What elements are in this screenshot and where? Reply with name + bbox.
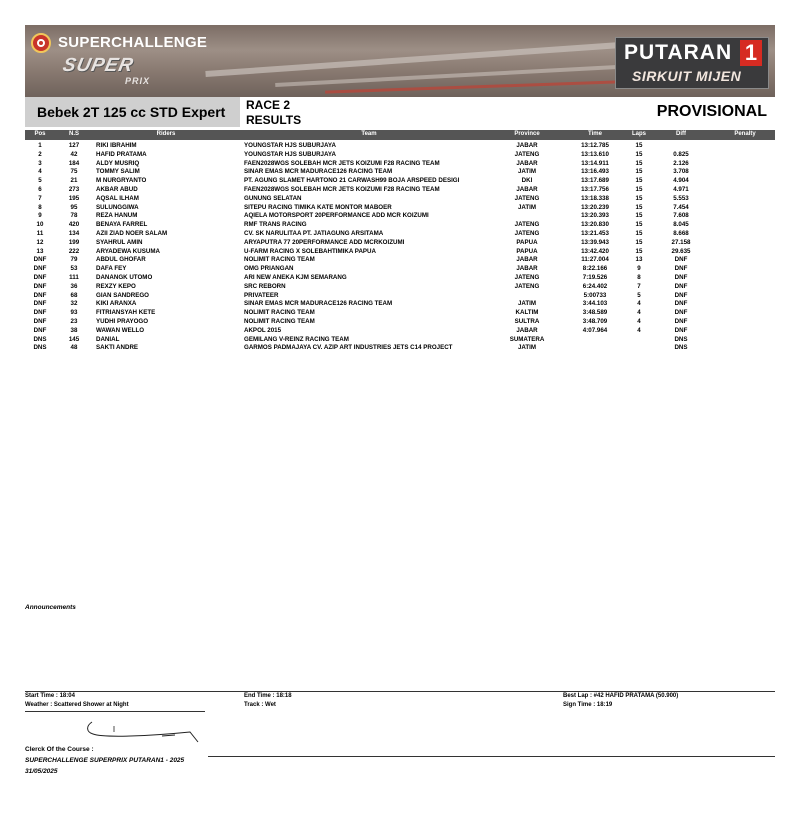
cell-time: 13:16.493 [581, 168, 609, 176]
cell-diff: 3.708 [673, 168, 689, 176]
brand-name: SUPERCHALLENGE [58, 34, 208, 51]
cell-diff: 0.825 [673, 150, 689, 158]
table-row [25, 195, 775, 204]
cell-diff: DNF [674, 291, 688, 299]
cell-number: 195 [68, 194, 80, 202]
column-header-riders: Riders [156, 131, 176, 137]
cell-rider: FITRIANSYAH KETE [96, 309, 156, 317]
cell-laps: 7 [637, 282, 641, 290]
cell-laps: 4 [637, 300, 641, 308]
track-condition: Track : Wet [244, 702, 276, 708]
class-box [25, 97, 240, 127]
table-row [25, 248, 775, 257]
cell-number: 134 [68, 229, 80, 237]
cell-time: 13:13.610 [581, 150, 609, 158]
cell-time: 3:48.589 [582, 309, 608, 317]
cell-diff: 7.454 [673, 203, 689, 211]
cell-time: 11:27.004 [581, 256, 609, 264]
sign-time: Sign Time : 18:19 [563, 702, 613, 708]
cell-diff: DNS [674, 344, 688, 352]
cell-pos: 3 [38, 159, 42, 167]
cell-rider: ALDY MUSRIQ [96, 159, 140, 167]
cell-pos: DNS [33, 344, 47, 352]
cell-province: DKI [521, 177, 533, 185]
table-row [25, 256, 775, 265]
cell-pos: 11 [36, 229, 44, 237]
cell-laps: 15 [635, 247, 643, 255]
table-row [25, 186, 775, 195]
cell-rider: AZII ZIAD NOER SALAM [96, 229, 168, 237]
cell-diff: DNF [674, 300, 688, 308]
cell-time: 13:21.453 [581, 229, 609, 237]
table-row [25, 221, 775, 230]
start-time: Start Time : 18:04 [25, 693, 75, 699]
table-row [25, 230, 775, 239]
cell-laps: 15 [635, 150, 643, 158]
cell-diff: 27.158 [671, 238, 691, 246]
cell-province: JABAR [516, 326, 538, 334]
cell-number: 420 [68, 221, 80, 229]
table-row [25, 239, 775, 248]
cell-laps: 15 [635, 142, 643, 149]
cell-pos: 13 [36, 247, 44, 255]
cell-pos: DNF [33, 326, 47, 334]
cell-number: 68 [70, 291, 78, 299]
cell-province: JABAR [516, 142, 538, 149]
cell-pos: DNF [33, 282, 47, 290]
cell-number: 93 [70, 309, 78, 317]
cell-rider: SAKTI ANDRE [96, 344, 139, 352]
column-header-laps: Laps [631, 131, 646, 137]
cell-laps: 9 [637, 265, 641, 273]
cell-diff: DNS [674, 335, 688, 343]
cell-diff: 8.045 [673, 221, 689, 229]
cell-team: AKPOL 2015 [244, 326, 282, 334]
cell-rider: REXZY KEPO [96, 282, 136, 290]
table-row [25, 212, 775, 221]
cell-province: JATENG [514, 229, 540, 237]
cell-time: 13:20.393 [581, 212, 609, 220]
cell-laps: 15 [635, 185, 643, 193]
weather: Weather : Scattered Shower at Night [25, 702, 129, 708]
table-row [25, 327, 775, 336]
round-label: PUTARAN [624, 41, 733, 64]
cell-rider: SULUNGGIWA [96, 203, 139, 211]
cell-rider: AKBAR ABUD [96, 185, 138, 193]
cell-laps: 15 [635, 168, 643, 176]
header-banner [25, 25, 775, 97]
race-label: RACE 2 [246, 98, 291, 112]
cell-rider: BENAYA FARREL [96, 221, 148, 229]
cell-team: SINAR EMAS MCR MADURACE126 RACING TEAM [244, 168, 393, 176]
cell-laps: 15 [635, 203, 643, 211]
cell-province: KALTIM [515, 309, 539, 317]
table-row [25, 283, 775, 292]
cell-team: NOLIMIT RACING TEAM [244, 317, 315, 325]
table-row [25, 177, 775, 186]
table-row [25, 142, 775, 151]
cell-pos: 5 [38, 177, 42, 185]
cell-time: 6:24.402 [582, 282, 608, 290]
table-row [25, 265, 775, 274]
cell-province: JATIM [517, 203, 537, 211]
cell-team: YOUNGSTAR HJS SUBURJAYA [244, 150, 336, 158]
cell-laps: 13 [635, 256, 643, 264]
cell-laps: 8 [637, 273, 641, 281]
table-row [25, 344, 775, 353]
cell-pos: DNF [33, 265, 47, 273]
cell-time: 7:19.526 [582, 273, 608, 281]
cell-rider: DANANGK UTOMO [96, 273, 153, 281]
cell-time: 3:48.709 [582, 317, 608, 325]
cell-time: 13:39.943 [581, 238, 609, 246]
cell-pos: 12 [36, 238, 44, 246]
cell-province: SUMATERA [509, 335, 545, 343]
cell-rider: ABDUL GHOFAR [96, 256, 146, 264]
cell-team: GUNUNG SELATAN [244, 194, 302, 202]
cell-team: CV. SK NARULITAA PT. JATIAGUNG ARSITAMA [244, 229, 384, 237]
cell-diff: 5.553 [673, 194, 689, 202]
cell-diff: DNF [674, 273, 688, 281]
table-row [25, 160, 775, 169]
cell-number: 23 [70, 317, 78, 325]
cell-laps: 15 [635, 221, 643, 229]
column-header-diff: Diff [676, 131, 686, 137]
cell-laps: 5 [637, 291, 641, 299]
cell-rider: RIKI IBRAHIM [96, 142, 137, 149]
footer-divider [25, 691, 775, 692]
cell-rider: SYAHRUL AMIN [96, 238, 143, 246]
cell-rider: AQSAL ILHAM [96, 194, 139, 202]
cell-province: JATIM [517, 344, 537, 352]
cell-rider: YUDHI PRAYOGO [96, 317, 149, 325]
table-row [25, 336, 775, 345]
cell-team: GEMILANG V-REINZ RACING TEAM [244, 335, 349, 343]
title-bar [25, 97, 775, 127]
cell-rider: KIKI ARANXA [96, 300, 137, 308]
cell-diff: 7.608 [673, 212, 689, 220]
cell-diff: 29.635 [671, 247, 691, 255]
cell-number: 32 [70, 300, 78, 308]
brand-logo-icon [31, 33, 51, 53]
cell-team: ARYAPUTRA 77 20PERFORMANCE ADD MCRKOIZUMI [244, 238, 405, 246]
cell-laps: 15 [635, 177, 643, 185]
cell-diff: DNF [674, 326, 688, 334]
cell-rider: GIAN SANDREGO [96, 291, 149, 299]
cell-pos: 1 [38, 142, 42, 149]
cell-pos: 7 [38, 194, 42, 202]
cell-diff: DNF [674, 309, 688, 317]
event-date: 31/05/2025 [25, 768, 58, 775]
cell-team: OMG PRIANGAN [244, 265, 294, 273]
cell-number: 127 [68, 142, 80, 149]
cell-pos: 9 [38, 212, 42, 220]
class-name: Bebek 2T 125 cc STD Expert [37, 104, 226, 120]
cell-team: RMF TRANS RACING [244, 221, 307, 229]
circuit-name: SIRKUIT MIJEN [632, 68, 742, 84]
clerk-divider [208, 756, 775, 757]
cell-pos: 8 [38, 203, 42, 211]
cell-number: 42 [70, 150, 78, 158]
cell-team: FAEN2028WGS SOLEBAH MCR JETS KOIZUMI F28 RACING TEAM [244, 159, 440, 167]
cell-province: JATENG [514, 150, 540, 158]
cell-province: JATENG [514, 221, 540, 229]
cell-laps: 15 [635, 159, 643, 167]
provisional-status: PROVISIONAL [656, 103, 767, 120]
table-row [25, 292, 775, 301]
column-header-penalty: Penalty [734, 131, 756, 137]
cell-province: JATIM [517, 168, 537, 176]
table-row [25, 300, 775, 309]
cell-team: SINAR EMAS MCR MADURACE126 RACING TEAM [244, 300, 393, 308]
cell-laps: 4 [637, 326, 641, 334]
cell-pos: DNF [33, 273, 47, 281]
cell-laps: 15 [635, 238, 643, 246]
cell-province: PAPUA [516, 238, 538, 246]
cell-laps: 4 [637, 317, 641, 325]
cell-pos: 4 [38, 168, 42, 176]
event-name: SUPERCHALLENGE SUPERPRIX PUTARAN1 - 2025 [25, 757, 185, 764]
cell-pos: DNF [33, 300, 47, 308]
cell-laps: 15 [635, 229, 643, 237]
cell-number: 36 [70, 282, 78, 290]
cell-pos: DNF [33, 317, 47, 325]
column-header-province: Province [514, 131, 540, 137]
column-header-number: N.S [68, 131, 79, 137]
cell-province: JABAR [516, 159, 538, 167]
cell-time: 13:18.338 [581, 194, 609, 202]
cell-team: ARI NEW ANEKA KJM SEMARANG [244, 273, 347, 281]
cell-province: JABAR [516, 185, 538, 193]
cell-rider: DAFA FEY [96, 265, 127, 273]
cell-time: 13:12.785 [581, 142, 609, 149]
cell-province: JATIM [517, 300, 537, 308]
brand-super-logo: SUPER [60, 55, 136, 76]
cell-pos: DNS [33, 335, 47, 343]
cell-province: PAPUA [516, 247, 538, 255]
cell-laps: 15 [635, 212, 643, 220]
cell-team: PRIVATEER [244, 291, 279, 299]
cell-time: 13:20.830 [581, 221, 609, 229]
cell-rider: ARYADEWA KUSUMA [96, 247, 160, 255]
cell-diff: 8.668 [673, 229, 689, 237]
cell-team: U-FARM RACING X SOLEBAHTIMIKA PAPUA [244, 247, 376, 255]
cell-time: 13:17.756 [581, 185, 609, 193]
cell-number: 199 [68, 238, 80, 246]
results-label: RESULTS [246, 113, 302, 127]
cell-time: 13:20.239 [581, 203, 609, 211]
cell-team: NOLIMIT RACING TEAM [244, 309, 315, 317]
track-stripe [205, 39, 664, 77]
best-lap: Best Lap : #42 HAFID PRATAMA (50.900) [563, 693, 679, 699]
cell-number: 78 [70, 212, 78, 220]
cell-time: 13:42.420 [581, 247, 609, 255]
table-header [25, 130, 775, 140]
table-row [25, 204, 775, 213]
cell-number: 145 [68, 335, 80, 343]
table-row [25, 318, 775, 327]
cell-number: 184 [68, 159, 80, 167]
cell-province: JATENG [514, 273, 540, 281]
column-header-team: Team [361, 131, 377, 137]
cell-number: 53 [70, 265, 78, 273]
cell-number: 21 [70, 177, 78, 185]
cell-team: AQIELA MOTORSPORT 20PERFORMANCE ADD MCR KOIZUMI [244, 212, 429, 220]
clerk-of-course-label: Clerck Of the Course : [25, 746, 94, 753]
cell-rider: REZA HANUM [96, 212, 138, 220]
cell-number: 222 [68, 247, 80, 255]
cell-time: 4:07.964 [582, 326, 608, 334]
end-time: End Time : 18:18 [244, 693, 292, 699]
cell-number: 75 [70, 168, 78, 176]
cell-team: PT. AGUNG SLAMET HARTONO 21 CARWASH99 BOJA ARSPEED DESIGI [244, 177, 460, 185]
cell-pos: 2 [38, 150, 42, 158]
cell-number: 48 [70, 344, 78, 352]
signature-image [60, 712, 200, 746]
cell-pos: DNF [33, 309, 47, 317]
cell-team: SRC REBORN [244, 282, 286, 290]
cell-team: FAEN2028WGS SOLEBAH MCR JETS KOIZUMI F28 RACING TEAM [244, 185, 440, 193]
table-row [25, 168, 775, 177]
cell-time: 8:22.166 [582, 265, 608, 273]
cell-team: GARMOS PADMAJAYA CV. AZIP ART INDUSTRIES JETS C14 PROJECT [244, 344, 453, 352]
cell-diff: DNF [674, 265, 688, 273]
table-row [25, 151, 775, 160]
cell-diff: 2.126 [673, 159, 689, 167]
cell-rider: M NURGRYANTO [96, 177, 147, 185]
round-badge [615, 37, 769, 89]
cell-province: JATENG [514, 194, 540, 202]
cell-rider: WAWAN WELLO [96, 326, 145, 334]
cell-number: 111 [69, 273, 79, 281]
cell-diff: DNF [674, 282, 688, 290]
cell-time: 13:17.689 [581, 177, 609, 185]
cell-pos: 10 [36, 221, 44, 229]
cell-rider: DANIAL [96, 335, 120, 343]
cell-diff: DNF [674, 256, 688, 264]
cell-laps: 4 [637, 309, 641, 317]
cell-number: 273 [68, 185, 80, 193]
cell-number: 95 [70, 203, 78, 211]
announcements-label: Announcements [25, 604, 76, 611]
cell-time: 3:44.103 [582, 300, 608, 308]
cell-pos: 6 [38, 185, 42, 193]
cell-province: JABAR [516, 265, 538, 273]
cell-diff: 4.971 [673, 185, 689, 193]
table-row [25, 309, 775, 318]
brand-prix-logo: PRIX [125, 76, 151, 86]
cell-team: NOLIMIT RACING TEAM [244, 256, 315, 264]
cell-team: YOUNGSTAR HJS SUBURJAYA [244, 142, 336, 149]
cell-province: SULTRA [514, 317, 540, 325]
cell-time: 13:14.911 [581, 159, 609, 167]
cell-time: 5:00733 [583, 291, 607, 299]
cell-province: JATENG [514, 282, 540, 290]
cell-team: SITEPU RACING TIMIKA KATE MONTOR MABOER [244, 203, 392, 211]
cell-rider: TOMMY SALIM [96, 168, 140, 176]
table-row [25, 274, 775, 283]
column-header-time: Time [588, 131, 602, 137]
round-number: 1 [740, 40, 762, 66]
column-header-pos: Pos [34, 131, 46, 137]
cell-number: 38 [70, 326, 78, 334]
cell-rider: HAFID PRATAMA [96, 150, 147, 158]
cell-laps: 15 [635, 194, 643, 202]
cell-province: JABAR [516, 256, 538, 264]
cell-pos: DNF [33, 256, 47, 264]
results-table [25, 142, 775, 353]
cell-diff: DNF [674, 317, 688, 325]
cell-pos: DNF [33, 291, 47, 299]
cell-number: 79 [70, 256, 78, 264]
cell-diff: 4.904 [673, 177, 689, 185]
